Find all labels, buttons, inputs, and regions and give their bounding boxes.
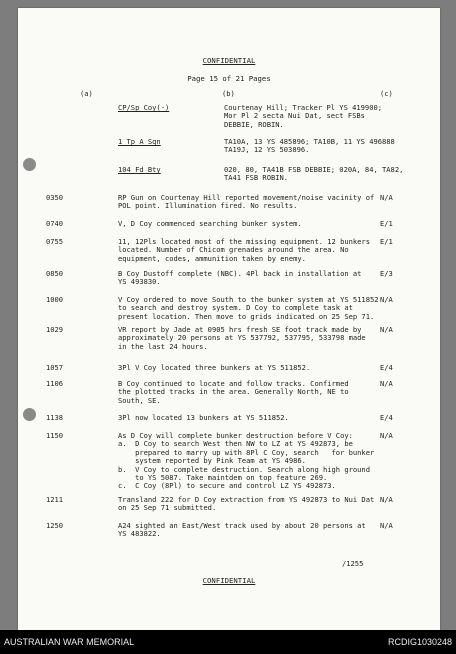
entry-time: 1250 xyxy=(46,521,64,530)
entry-time: 0740 xyxy=(46,219,64,228)
unit-name: 1 Tp A Sqn xyxy=(118,137,161,146)
entry-time: 1029 xyxy=(46,325,64,334)
entry-reference: E/1 xyxy=(380,219,393,228)
entry-text-line: c. C Coy (8Pl) to secure and control LZ YS 492873. xyxy=(118,481,336,491)
archive-id: RCDIG1030248 xyxy=(387,637,452,647)
entry-reference: N/A xyxy=(380,431,393,440)
entry-text-line: b. V Coy to complete destruction. Search along high ground xyxy=(118,464,370,474)
entry-reference: N/A xyxy=(380,325,393,334)
unit-detail-line: 020, 80, TA41B FSB DEBBIE; 020A, 84, TA82, xyxy=(224,165,404,174)
column-a-header: (a) xyxy=(80,89,93,98)
entry-text-line: prepared to marry up with 8Pl C Coy, search for bunker xyxy=(118,447,375,457)
unit-detail-line: Courtenay Hill; Tracker Pl YS 419900; xyxy=(224,103,383,112)
entry-reference: E/3 xyxy=(380,269,393,278)
entry-text-line: Transland 222 for D Coy extraction from YS 492873 to Nui Dat xyxy=(118,495,375,504)
unit-detail-line: TA41 FSB ROBIN. xyxy=(224,173,289,183)
entry-reference: E/1 xyxy=(380,237,393,246)
unit-detail-line: TA19J, 12 YS 503896. xyxy=(224,145,310,155)
entry-reference: N/A xyxy=(380,521,393,530)
entry-text-line: on 25 Sep 71 submitted. xyxy=(118,503,217,513)
entry-reference: E/4 xyxy=(380,363,393,372)
entry-time: 1211 xyxy=(46,495,64,504)
entry-time: 1150 xyxy=(46,431,64,440)
entry-reference: N/A xyxy=(380,379,393,388)
archive-name: AUSTRALIAN WAR MEMORIAL xyxy=(4,637,135,647)
entry-time: 1000 xyxy=(46,295,64,304)
entry-text-line: As D Coy will complete bunker destruction before V Coy: xyxy=(118,431,353,440)
entry-text-line: to search and destroy system. D Coy to complete task at xyxy=(118,303,353,313)
entry-text-line: equipment, codes, ammunition taken by enemy. xyxy=(118,253,306,263)
entry-reference: N/A xyxy=(380,295,393,304)
entry-time: 0755 xyxy=(46,237,64,246)
unit-detail-line: DEBBIE, ROBIN. xyxy=(224,119,284,129)
entry-text-line: V Coy ordered to move South to the bunker system at YS 511852 xyxy=(118,295,379,304)
entry-text-line: to YS 5087. Take maintdem on top feature 269. xyxy=(118,473,328,482)
classification-footer: CONFIDENTIAL xyxy=(202,576,256,585)
unit-detail-line: Mor Pl 2 secta Nui Dat, sect FSBs xyxy=(224,111,365,121)
punch-hole xyxy=(23,158,36,171)
classification-header: CONFIDENTIAL xyxy=(202,56,256,65)
punch-hole xyxy=(23,408,36,421)
entry-text-line: system reported by Pink Team at YS 4986. xyxy=(118,456,306,466)
entry-text-line: RP Gun on Courtenay Hill reported movement/noise vacinity of xyxy=(118,193,375,202)
entry-reference: E/4 xyxy=(380,413,393,422)
entry-text-line: located. Number of Chicom grenades around the area. No xyxy=(118,245,349,255)
entry-time: 0850 xyxy=(46,269,64,278)
entry-text-line: B Coy Dustoff complete (NBC). 4Pl back in installation at xyxy=(118,269,362,278)
entry-text-line: YS 493830. xyxy=(118,277,161,287)
column-b-header: (b) xyxy=(222,89,235,98)
entry-text-line: 3Pl now located 13 bunkers at YS 511852. xyxy=(118,413,289,422)
unit-name: 104 Fd Bty xyxy=(118,165,161,174)
entry-text-line: VR report by Jade at 0905 hrs fresh SE foot track made by xyxy=(118,325,362,334)
unit-name: CP/Sp Coy(-) xyxy=(118,103,170,112)
entry-text-line: YS 483822. xyxy=(118,529,161,539)
entry-text-line: 3Pl V Coy located three bunkers at YS 511852. xyxy=(118,363,311,372)
entry-time: 1106 xyxy=(46,379,64,388)
archive-footer xyxy=(0,630,456,654)
entry-text-line: 11, 12Pls located most of the missing equipment. 12 bunkers xyxy=(118,237,370,246)
entry-text-line: present location. Then move to grids indicated on 25 Sep 71. xyxy=(118,311,375,321)
entry-text-line: A24 sighted an East/West track used by about 20 persons at xyxy=(118,521,366,530)
entry-text-line: in the last 24 hours. xyxy=(118,341,208,351)
entry-text-line: POL point. Illumination fired. No results. xyxy=(118,201,298,211)
entry-text-line: South, SE. xyxy=(118,395,161,405)
continuation-marker: /1255 xyxy=(342,559,364,568)
entry-reference: N/A xyxy=(380,495,393,504)
entry-reference: N/A xyxy=(380,193,393,202)
entry-text-line: approximately 20 persons at YS 537792, 537795, 533798 made xyxy=(118,333,366,343)
document-page xyxy=(18,8,440,630)
entry-time: 1057 xyxy=(46,363,64,372)
column-c-header: (c) xyxy=(380,89,393,98)
entry-text-line: a. D Coy to search West then NW to LZ at YS 492873, be xyxy=(118,439,353,449)
page-number: Page 15 of 21 Pages xyxy=(187,74,271,83)
unit-detail-line: TA10A, 13 YS 485896; TA10B, 11 YS 496888 xyxy=(224,137,395,146)
entry-time: 0350 xyxy=(46,193,64,202)
entry-text-line: B Coy continued to locate and follow tracks. Confirmed xyxy=(118,379,349,388)
entry-text-line: the plotted tracks in the area. Generally North, NE to xyxy=(118,387,349,397)
entry-text-line: V, D Coy commenced searching bunker system. xyxy=(118,219,302,228)
entry-time: 1138 xyxy=(46,413,64,422)
